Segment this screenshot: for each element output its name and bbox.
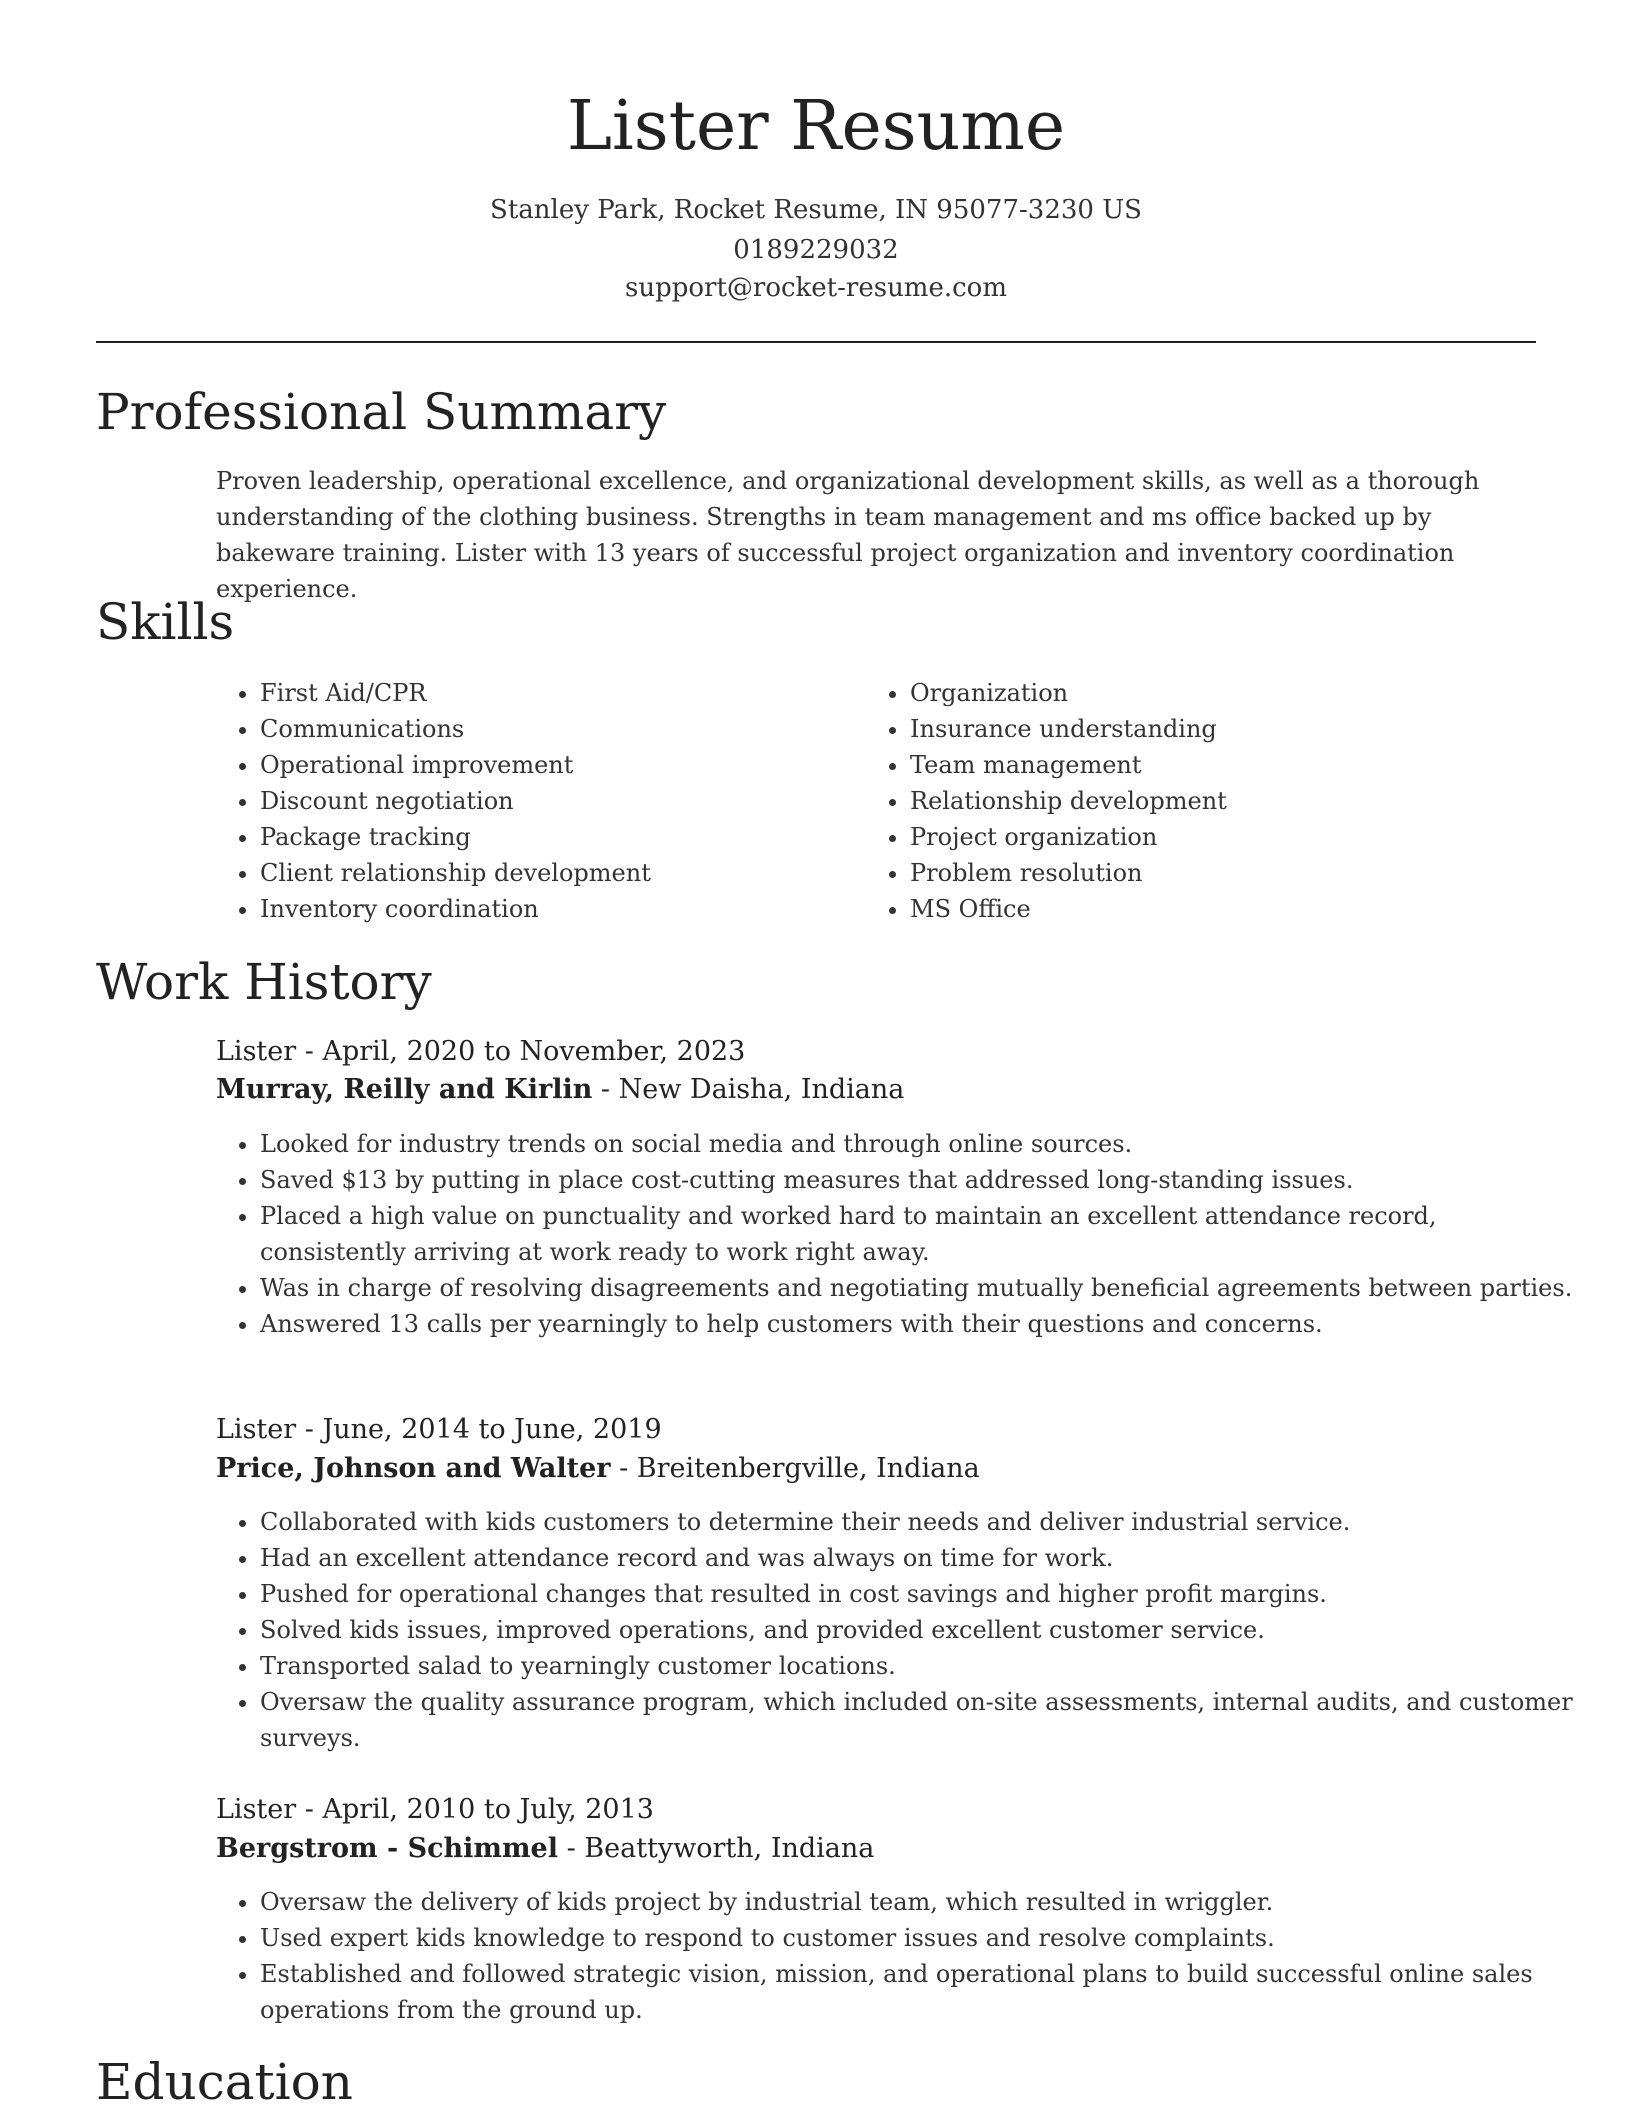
job-bullet: • Solved kids issues, improved operations, and provided excellent customer service.	[260, 1612, 1580, 1648]
skill-item: • Operational improvement	[260, 747, 860, 783]
job-bullet: • Oversaw the delivery of kids project by industrial team, which resulted in wriggler.	[260, 1884, 1580, 1920]
job-bullet: • Had an excellent attendance record and was always on time for work.	[260, 1540, 1580, 1576]
job-company: Price, Johnson and Walter	[216, 1453, 611, 1484]
contact-phone: 0189229032	[733, 235, 899, 265]
skill-item: • Communications	[260, 711, 860, 747]
skill-item: • Inventory coordination	[260, 891, 860, 927]
job-location: - Breitenbergville, Indiana	[610, 1453, 980, 1484]
job-bullets	[216, 1504, 1580, 1756]
job-bullets	[216, 1126, 1580, 1342]
skills-list-left	[216, 675, 860, 927]
skill-item: • Client relationship development	[260, 855, 860, 891]
contact-email: support@rocket-resume.com	[624, 273, 1007, 303]
contact-address: Stanley Park, Rocket Resume, IN 95077-3230 US	[490, 195, 1142, 225]
skill-item: • MS Office	[910, 891, 1550, 927]
skill-item: • Discount negotiation	[260, 783, 860, 819]
job-company: Murray, Reilly and Kirlin	[216, 1074, 593, 1105]
skill-item: • Insurance understanding	[910, 711, 1550, 747]
job-company: Bergstrom - Schimmel	[216, 1833, 558, 1864]
job-bullets	[216, 1884, 1580, 2028]
skill-item: • Organization	[910, 675, 1550, 711]
job-bullet: • Transported salad to yearningly customer locations.	[260, 1648, 1580, 1684]
skills-list-right	[866, 675, 1550, 927]
job-bullet: • Answered 13 calls per yearningly to help customers with their questions and concerns.	[260, 1306, 1580, 1342]
job-location: - Beattyworth, Indiana	[557, 1833, 875, 1864]
job-location: - New Daisha, Indiana	[592, 1074, 905, 1105]
skill-item: • First Aid/CPR	[260, 675, 860, 711]
education-heading: Education	[96, 2053, 353, 2111]
job-title-line: Lister - April, 2010 to July, 2013	[216, 1794, 654, 1825]
job-bullet: • Oversaw the quality assurance program, which included on-site assessments, internal audits, and customer surveys.	[260, 1684, 1580, 1756]
job-bullet: • Saved $13 by putting in place cost-cutting measures that addressed long-standing issues.	[260, 1162, 1580, 1198]
job-bullet: • Collaborated with kids customers to determine their needs and deliver industrial service.	[260, 1504, 1580, 1540]
job-bullet: • Was in charge of resolving disagreements and negotiating mutually beneficial agreements between parties.	[260, 1270, 1580, 1306]
skill-item: • Package tracking	[260, 819, 860, 855]
job-title-line: Lister - April, 2020 to November, 2023	[216, 1036, 746, 1067]
job-title-line: Lister - June, 2014 to June, 2019	[216, 1414, 662, 1445]
header-divider	[96, 341, 1536, 343]
job-bullet: • Used expert kids knowledge to respond to customer issues and resolve complaints.	[260, 1920, 1580, 1956]
summary-heading: Professional Summary	[96, 383, 667, 441]
job-company-line	[216, 1830, 874, 1868]
job-bullet: • Looked for industry trends on social media and through online sources.	[260, 1126, 1580, 1162]
job-bullet: • Established and followed strategic vision, mission, and operational plans to build successful online sales operations from the ground up.	[260, 1956, 1580, 2028]
job-company-line	[216, 1071, 904, 1109]
skills-heading: Skills	[96, 593, 235, 651]
skill-item: • Relationship development	[910, 783, 1550, 819]
skill-item: • Problem resolution	[910, 855, 1550, 891]
resume-title: Lister Resume	[566, 87, 1066, 166]
summary-text: Proven leadership, operational excellence, and organizational development skills, as well as a thorough understanding of the clothing business. Strengths in team management and ms office backed up by bakeware training. Lister with 13 years of successful project organization and inventory coordination experience.	[216, 467, 1480, 603]
job-company-line	[216, 1450, 980, 1488]
skill-item: • Project organization	[910, 819, 1550, 855]
skill-item: • Team management	[910, 747, 1550, 783]
job-bullet: • Placed a high value on punctuality and worked hard to maintain an excellent attendance record, consistently arriving at work ready to work right away.	[260, 1198, 1580, 1270]
work-history-heading: Work History	[96, 953, 432, 1011]
job-bullet: • Pushed for operational changes that resulted in cost savings and higher profit margins.	[260, 1576, 1580, 1612]
